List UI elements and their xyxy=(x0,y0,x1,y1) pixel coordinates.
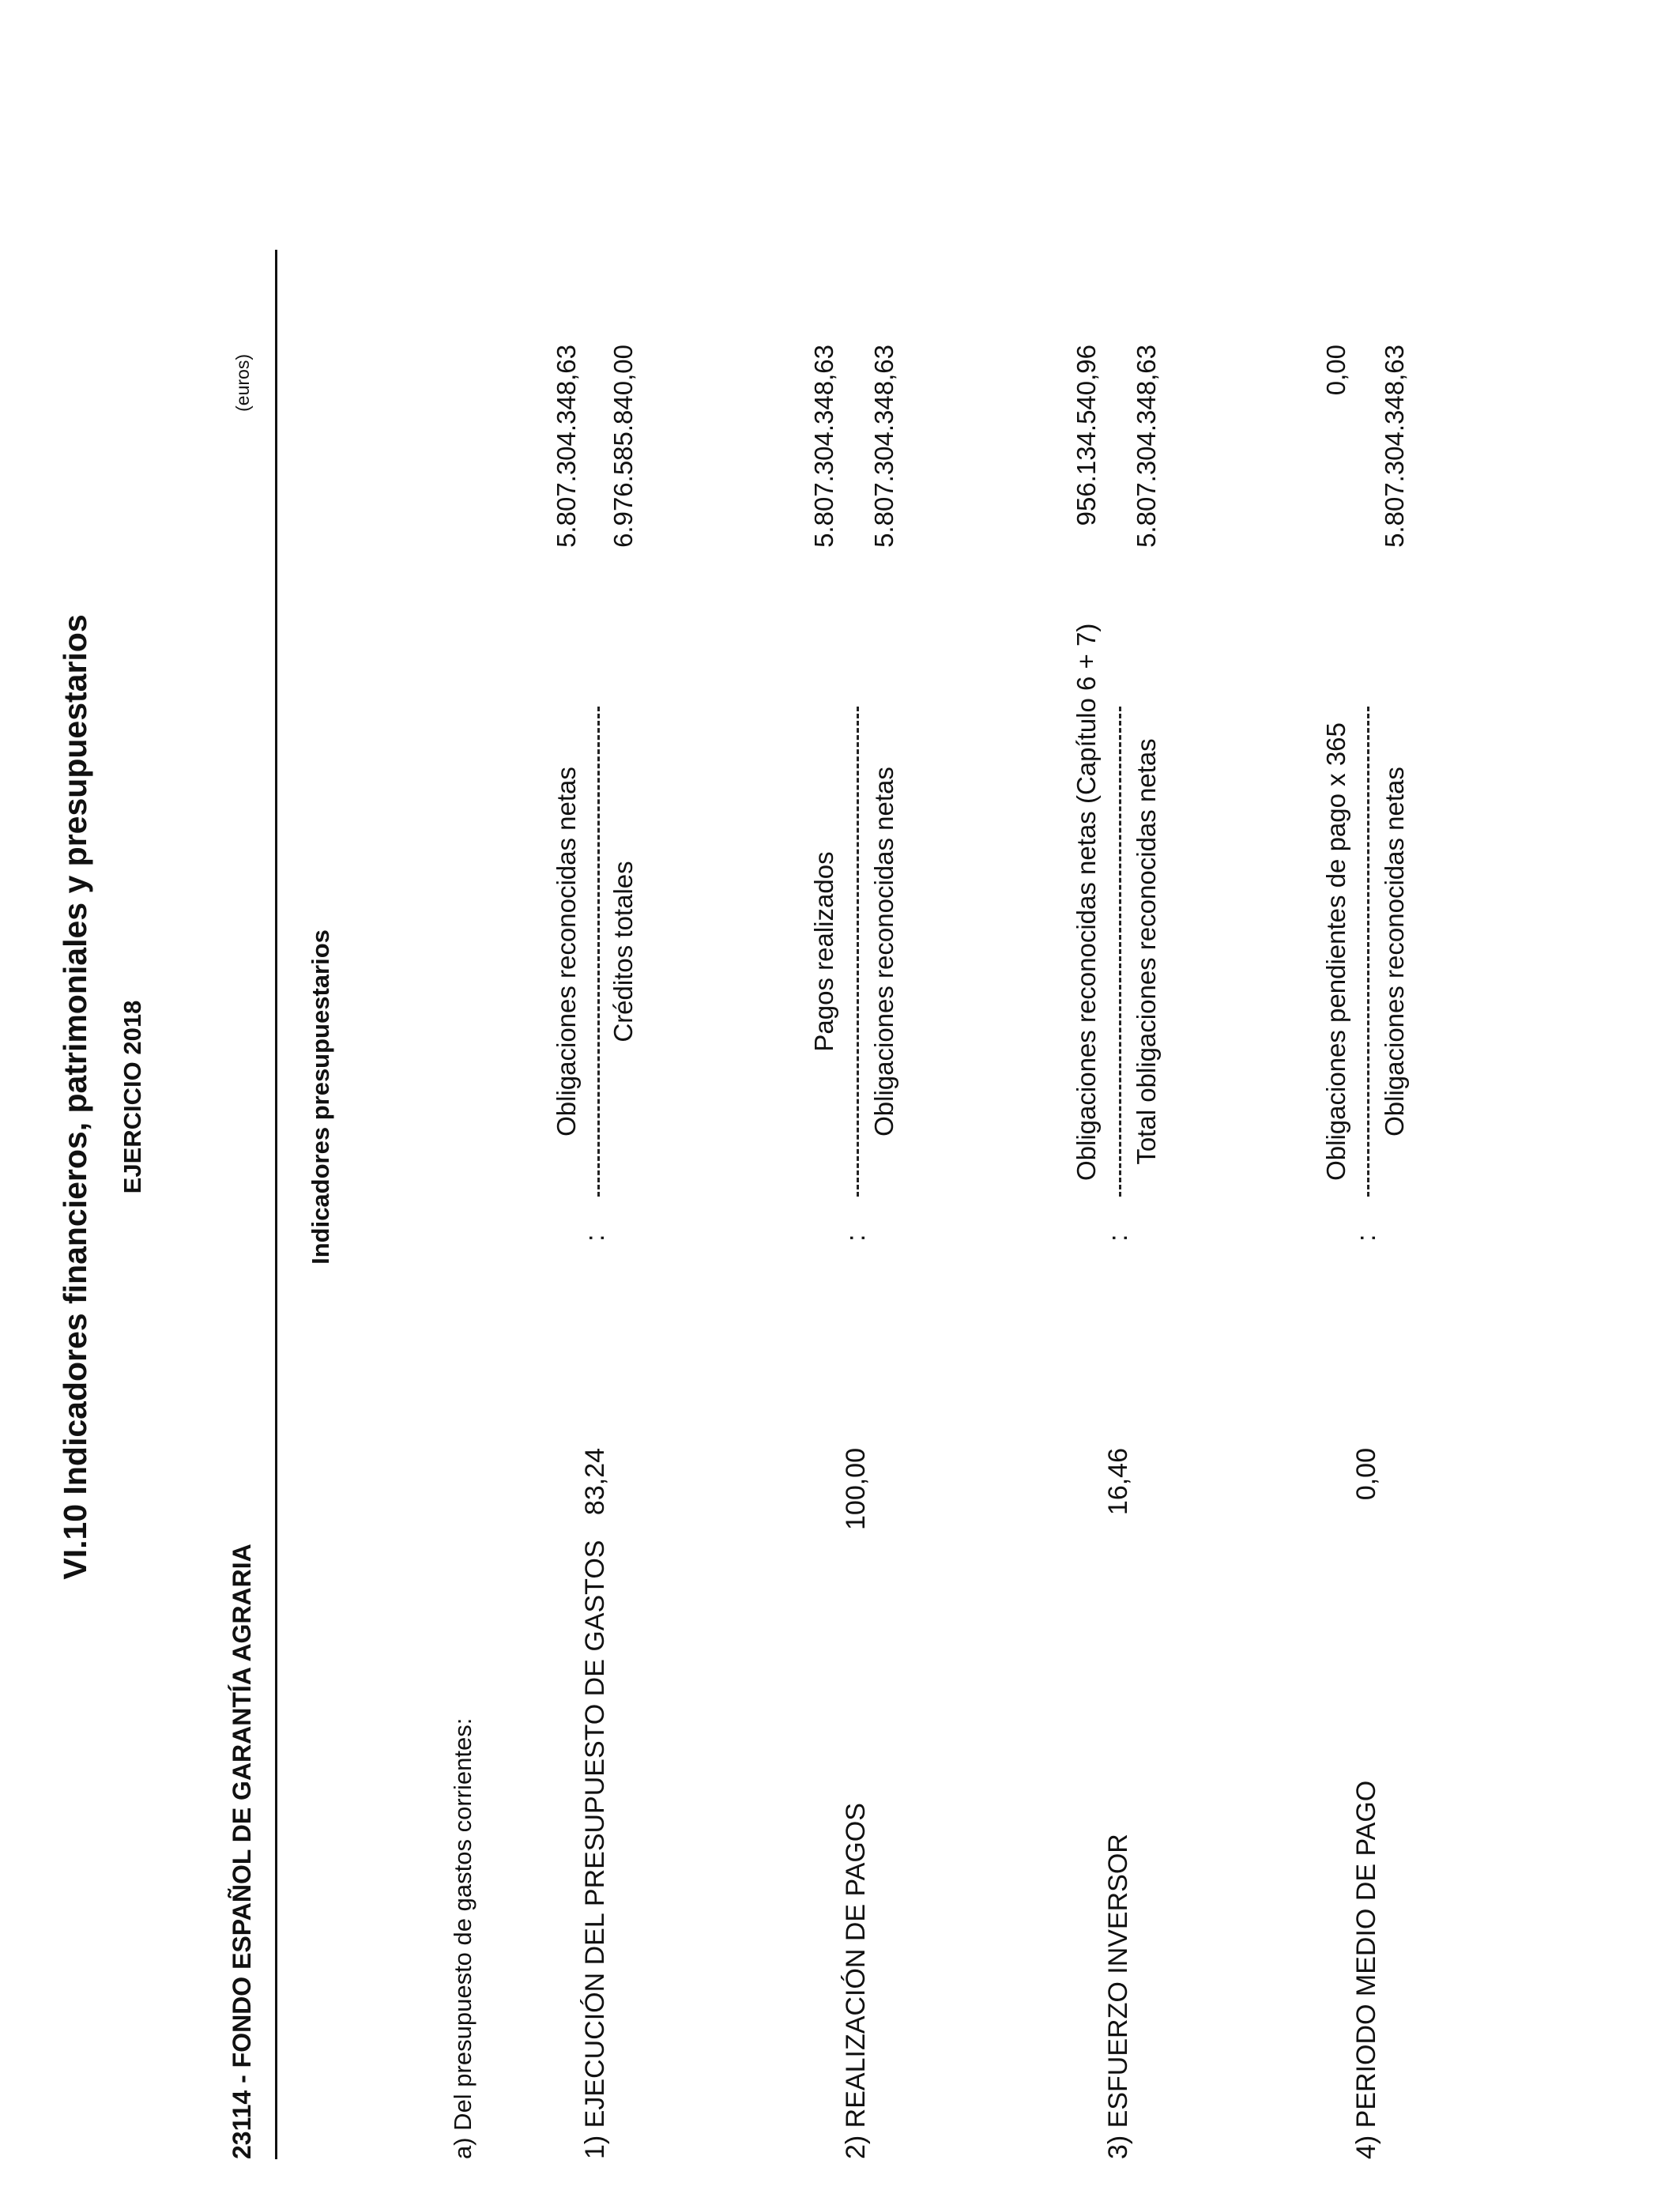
fraction-line xyxy=(1119,707,1121,1197)
numerator-value: 5.807.304.348,63 xyxy=(552,345,581,548)
denominator-value: 5.807.304.348,63 xyxy=(1380,345,1409,548)
numerator-value: 956.134.540,96 xyxy=(1072,345,1101,526)
indicator-value: 0,00 xyxy=(1351,1448,1381,1501)
indicator-value: 100,00 xyxy=(841,1448,871,1530)
denominator-value: 6.976.585.840,00 xyxy=(608,345,638,548)
denominator-label: Total obligaciones reconocidas netas xyxy=(1132,738,1161,1165)
currency-note: (euros) xyxy=(232,354,253,412)
numerator-value: 0,00 xyxy=(1321,345,1350,396)
indicator-name: 1) EJECUCIÓN DEL PRESUPUESTO DE GASTOS xyxy=(580,1540,610,2159)
fraction-line xyxy=(1367,707,1369,1197)
entity-name: 23114 - FONDO ESPAÑOL DE GARANTÍA AGRARIA xyxy=(228,1544,256,2159)
indicator-colon: : xyxy=(1103,1234,1133,1242)
header-rule xyxy=(275,250,277,2159)
denominator-value: 5.807.304.348,63 xyxy=(869,345,898,548)
indicator-value: 83,24 xyxy=(580,1448,610,1516)
numerator-value: 5.807.304.348,63 xyxy=(809,345,838,548)
section-heading: Indicadores presupuestarios xyxy=(307,929,334,1265)
numerator-label: Obligaciones pendientes de pago x 365 xyxy=(1321,722,1350,1181)
denominator-label: Créditos totales xyxy=(608,861,638,1042)
indicator-colon: : xyxy=(1351,1234,1381,1242)
indicator-value: 16,46 xyxy=(1103,1448,1133,1516)
group-heading: a) Del presupuesto de gastos corrientes: xyxy=(449,1717,477,2159)
fraction-line xyxy=(597,707,600,1197)
indicator-colon: : xyxy=(841,1234,871,1242)
indicator-name: 2) REALIZACIÓN DE PAGOS xyxy=(841,1803,871,2159)
numerator-label: Obligaciones reconocidas netas (Capítulo 6 + 7) xyxy=(1072,623,1101,1181)
indicator-colon: : xyxy=(580,1234,610,1242)
denominator-value: 5.807.304.348,63 xyxy=(1132,345,1161,548)
indicator-name: 4) PERIODO MEDIO DE PAGO xyxy=(1351,1780,1381,2159)
numerator-label: Obligaciones reconocidas netas xyxy=(552,767,581,1137)
denominator-label: Obligaciones reconocidas netas xyxy=(869,767,898,1137)
indicator-name: 3) ESFUERZO INVERSOR xyxy=(1103,1834,1133,2159)
page-title: VI.10 Indicadores financieros, patrimoniales y presupuestarios xyxy=(57,614,93,1580)
numerator-label: Pagos realizados xyxy=(809,851,838,1052)
fiscal-year: EJERCICIO 2018 xyxy=(119,1000,146,1194)
denominator-label: Obligaciones reconocidas netas xyxy=(1380,767,1409,1137)
fraction-line xyxy=(857,707,859,1197)
